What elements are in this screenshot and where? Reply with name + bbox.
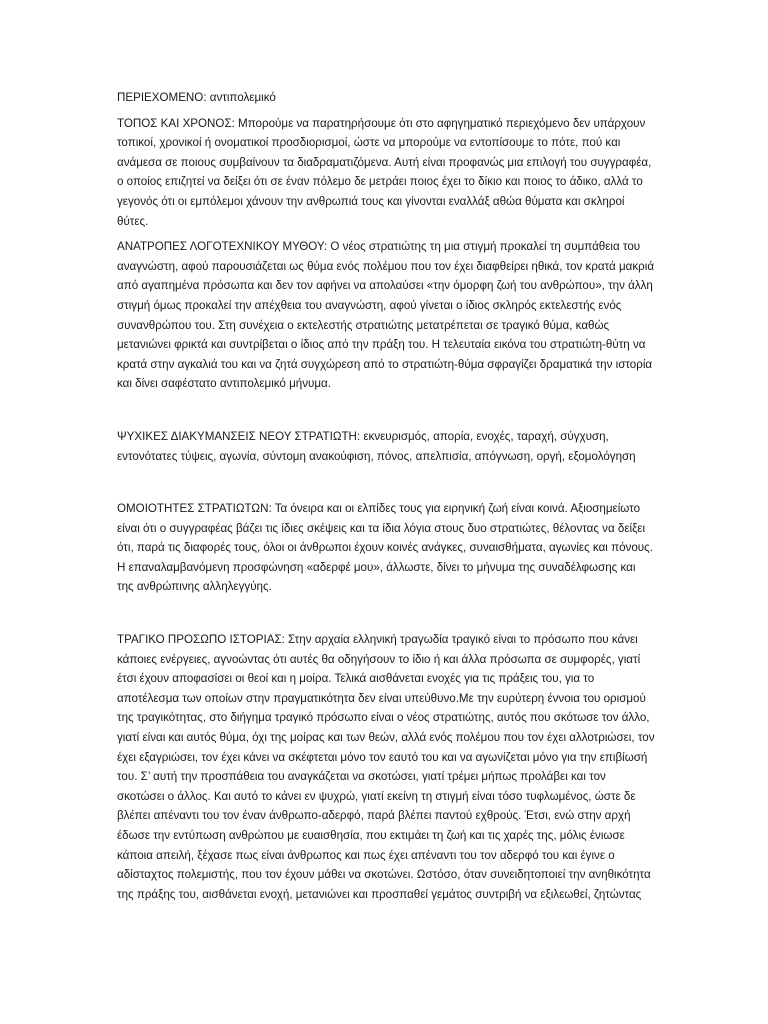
place-time-paragraph: ΤΟΠΟΣ ΚΑΙ ΧΡΟΝΟΣ: Μπορούμε να παρατηρήσουμε ότι στο αφηγηματικό περιεχόμενο δεν υπάρχουν τοπικοί, χρονικοί ή ονοματικοί προσδιορισμοί, ώστε να μπορούμε να εντοπίσουμε το πότε, πού και ανάμεσα σε ποιους συμβαίνουν τα διαδραματιζόμενα. Αυτή είναι προφανώς μια επιλογή του συγγραφέα, ο οποίος επιζητεί να δείξει ότι σε έναν πόλεμο δε μετράει ποιος έχει το δίκιο και ποιος το άδικο, αλλά το γεγονός ότι οι εμπόλεμοι χάνουν την ανθρωπιά τους και γίνονται εναλλάξ αθώα θύματα και σκληροί θύτες. — [117, 116, 652, 228]
spacer — [117, 466, 655, 499]
spacer — [117, 394, 655, 427]
content-line: ΠΕΡΙΕΧΟΜΕΝΟ: αντιπολεμικό — [117, 91, 276, 104]
similarities-paragraph: ΟΜΟΙΟΤΗΤΕΣ ΣΤΡΑΤΙΩΤΩΝ: Τα όνειρα και οι ελπίδες τους για ειρηνική ζωή είναι κοινά. Αξιοσημείωτο είναι ότι ο συγγραφέας βάζει τις ίδιες σκέψεις και τα ίδια λόγια στους δυο στρατιώτες, θέλοντας να δείξει ότι, παρά τις διαφορές τους, όλοι οι άνθρωποι έχουν κοινές ανάγκες, συναισθήματα, αγωνίες και πόνους. Η επαναλαμβανόμενη προσφώνηση «αδερφέ μου», άλλωστε, δίνει το μήνυμα της συναδέλφωσης και της ανθρώπινης αλληλεγγύης. — [117, 502, 653, 594]
document-page — [117, 88, 655, 904]
tragic-person-paragraph: ΤΡΑΓΙΚΟ ΠΡΟΣΩΠΟ ΙΣΤΟΡΙΑΣ: Στην αρχαία ελληνική τραγωδία τραγικό είναι το πρόσωπο που κάνει κάποιες ενέργειες, αγνοώντας ότι αυτές θα οδηγήσουν το ίδιο ή και άλλα πρόσωπα σε συμφορές, γιατί έτσι έχουν αποφασίσει οι θεοί και η μοίρα. Τελικά αισθάνεται ενοχές για τις πράξεις του, για το αποτέλεσμα των οποίων στην πραγματικότητα δεν είναι υπεύθυνο.Με την ευρύτερη έννοια του ορισμού της τραγικότητας, στο διήγημα τραγικό πρόσωπο είναι ο νέος στρατιώτης, αυτός που σκότωσε τον άλλο, γιατί είναι και αυτός θύμα, όχι της μοίρας και των θεών, αλλά ενός πολέμου που τον έχει αλλοτριώσει, τον έχει εξαγριώσει, τον έχει κάνει να σκέφτεται μόνο τον εαυτό του και να αγωνίζεται μόνο για την επιβίωσή του. Σ’ αυτή την προσπάθεια του αναγκάζεται να σκοτώσει, γιατί τρέμει μήπως προλάβει και τον σκοτώσει ο άλλος. Και αυτό το κάνει εν ψυχρώ, γιατί εκείνη τη στιγμή είναι τόσο τυφλωμένος, ώστε δε βλέπει απέναντι του τον έναν άνθρωπο-αδερφό, παρά βλέπει παντού εχθρούς. Έτσι, ενώ στην αρχή έδωσε την εντύπωση ανθρώπου με ευαισθησία, που εκτιμάει τη ζωή και τις χαρές της, μόλις ένιωσε κάποια απειλή, ξέχασε πως είναι άνθρωπος και πως έχει απέναντι του τον αδερφό του και έγινε ο αδίσταχτος πολεμιστής, που τον έχουν μάθει να σκοτώνει. Ωστόσο, όταν συνειδητοποιεί την ανηθικότητα της πράξης του, αισθάνεται ενοχή, μετανιώνει και προσπαθεί γεμάτος συντριβή να εξιλεωθεί, ζητώντας — [117, 633, 655, 901]
spacer — [117, 597, 655, 630]
myth-reversal-paragraph: ΑΝΑΤΡΟΠΕΣ ΛΟΓΟΤΕΧΝΙΚΟΥ ΜΥΘΟΥ: Ο νέος στρατιώτης τη μια στιγμή προκαλεί τη συμπάθεια του αναγνώστη, αφού παρουσιάζεται ως θύμα ενός πολέμου που τον έχει διαφθείρει ηθικά, τον κρατά μακριά από αγαπημένα πρόσωπα και δεν τον αφήνει να απολαύσει «την όμορφη ζωή του ανθρώπου», την άλλη στιγμή όμως προκαλεί την απέχθεια του αναγνώστη, αφού γίνεται ο ίδιος σκληρός εκτελεστής ενός συνανθρώπου του. Στη συνέχεια ο εκτελεστής στρατιώτης μετατρέπεται σε τραγικό θύμα, καθώς μετανιώνει φρικτά και συντρίβεται ο ίδιος από την πράξη του. Η τελευταία εικόνα του στρατιώτη-θύτη να κρατά στην αγκαλιά του και να ζητά συγχώρεση από το στρατιώτη-θύμα σφραγίζει δραματικά την ιστορία και δίνει σαφέστατο αντιπολεμικό μήνυμα. — [117, 240, 655, 391]
psychic-fluctuations-paragraph: ΨΥΧΙΚΕΣ ΔΙΑΚΥΜΑΝΣΕΙΣ ΝΕΟΥ ΣΤΡΑΤΙΩΤΗ: εκνευρισμός, απορία, ενοχές, ταραχή, σύγχυση, εντονότατες τύψεις, αγωνία, σύντομη ανακούφιση, πόνος, απελπισία, απόγνωση, οργή, εξομολόγηση — [117, 429, 636, 463]
